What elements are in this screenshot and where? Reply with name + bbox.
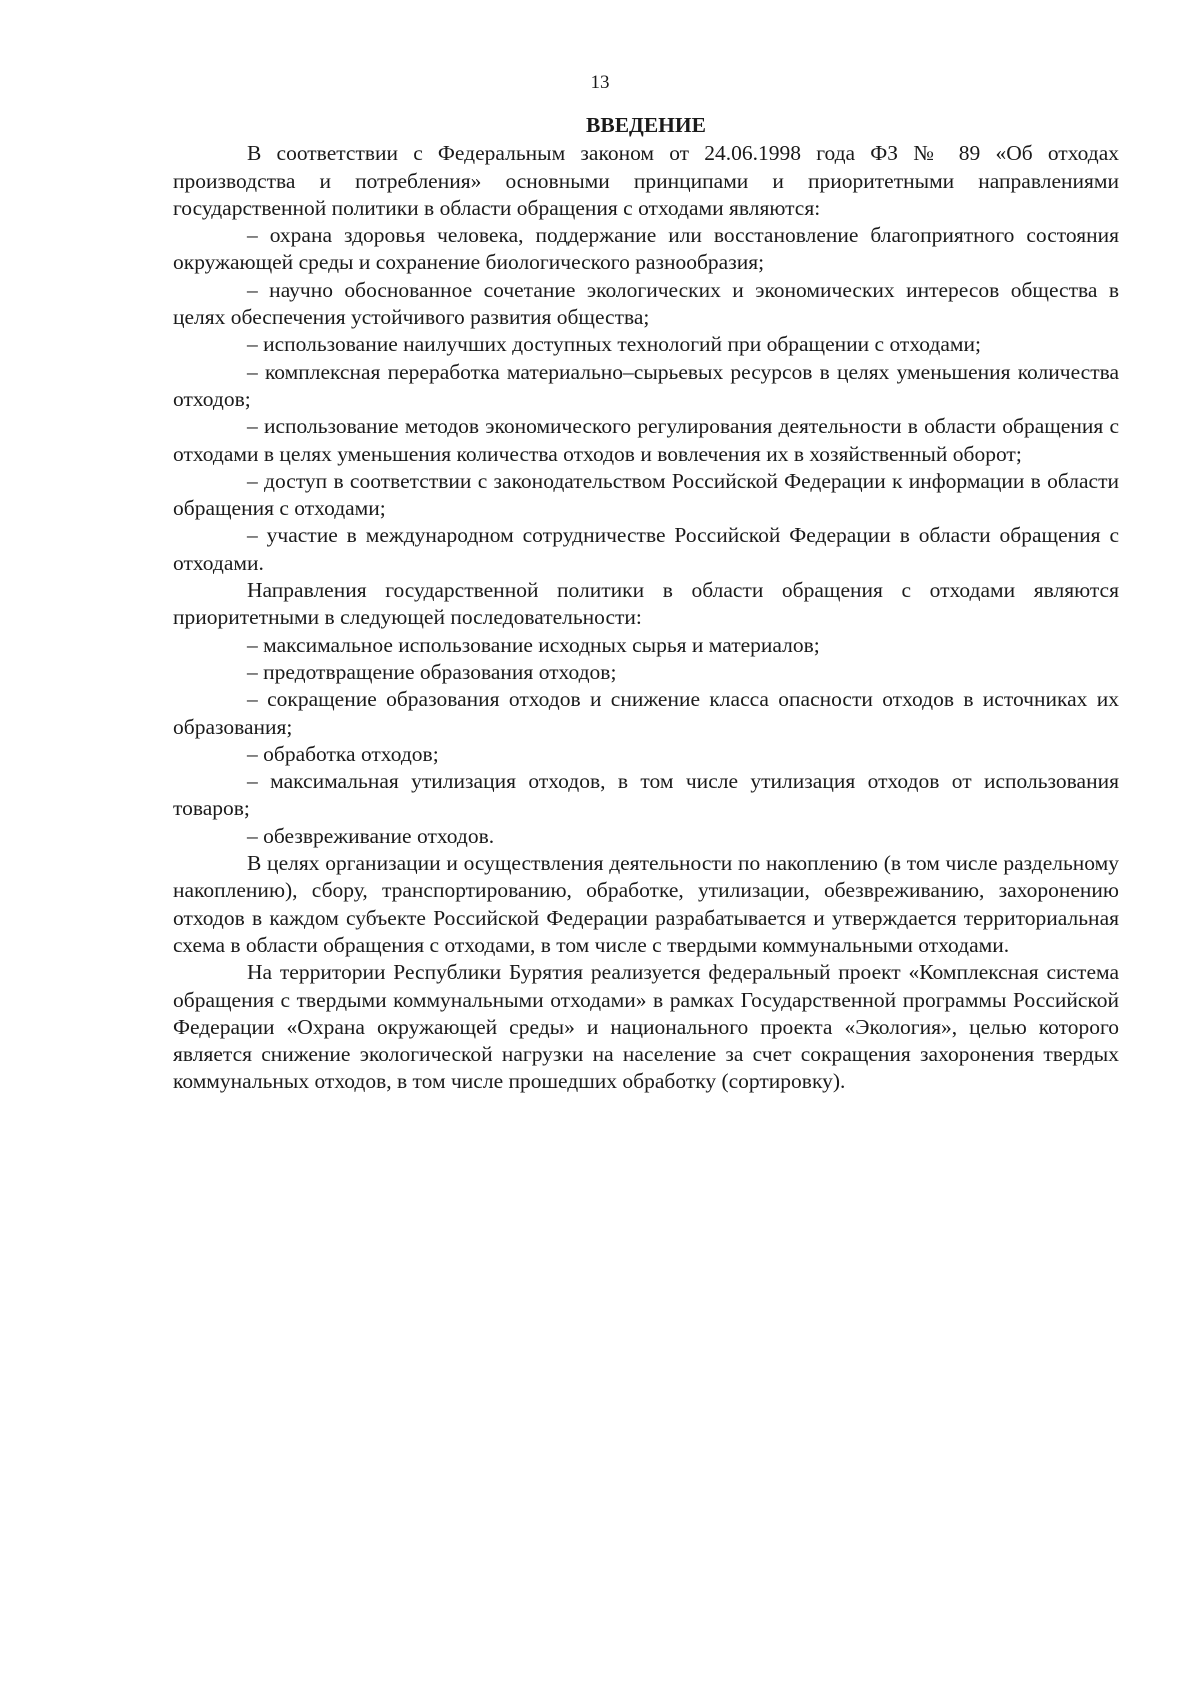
priorities-paragraph: Направления государственной политики в области обращения с отходами являются приоритетными в следующей последовательности: (173, 578, 1119, 630)
document-body (173, 112, 1119, 1096)
territorial-scheme-paragraph: В целях организации и осуществления деятельности по накоплению (в том числе раздельному накоплению), сбору, транспортированию, обработке, утилизации, обезвреживанию, захоронению отходов в каждом субъекте Российской Федерации разрабатывается и утверждается территориальная схема в области обращения с отходами, в том числе с твердыми коммунальными отходами. (173, 851, 1119, 957)
principle-item: – использование методов экономического регулирования деятельности в области обращения с отходами в целях уменьшения количества отходов и вовлечения их в хозяйственный оборот; (173, 414, 1119, 466)
priority-item: – сокращение образования отходов и снижение класса опасности отходов в источниках их образования; (173, 687, 1119, 739)
priority-item: – обезвреживание отходов. (247, 823, 495, 848)
principle-item: – доступ в соответствии с законодательством Российской Федерации к информации в области обращения с отходами; (173, 468, 1119, 521)
principles-list (173, 222, 1119, 577)
priority-item: – обработка отходов; (247, 741, 439, 766)
intro-paragraph: В соответствии с Федеральным законом от 24.06.1998 года ФЗ № 89 «Об отходах производства и потребления» основными принципами и приоритетными направлениями государственной политики в области обращения с отходами являются: (173, 141, 1119, 220)
section-heading: ВВЕДЕНИЕ (586, 113, 706, 137)
priority-item: – предотвращение образования отходов; (247, 659, 617, 684)
priority-item: – максимальное использование исходных сырья и материалов; (247, 632, 820, 657)
principle-item: – научно обоснованное сочетание экологических и экономических интересов общества в целях обеспечения устойчивого развития общества; (173, 277, 1119, 330)
priority-item: – максимальная утилизация отходов, в том числе утилизация отходов от использования товаров; (173, 769, 1119, 821)
principle-item: – комплексная переработка материально–сырьевых ресурсов в целях уменьшения количества отходов; (173, 359, 1119, 411)
principle-item: – участие в международном сотрудничестве Российской Федерации в области обращения с отходами. (173, 523, 1119, 575)
principle-item: – охрана здоровья человека, поддержание или восстановление благоприятного состояния окружающей среды и сохранение биологического разнообразия; (173, 223, 1119, 275)
page-number: 13 (590, 72, 610, 93)
principle-item: – использование наилучших доступных технологий при обращении с отходами; (247, 332, 981, 357)
priorities-list (173, 632, 1119, 850)
federal-project-paragraph: На территории Республики Бурятия реализуется федеральный проект «Комплексная система обращения с твердыми коммунальными отходами» в рамках Государственной программы Российской Федерации «Охрана окружающей среды» и национального проекта «Экология», целью которого является снижение экологической нагрузки на население за счет сокращения захоронения твердых коммунальных отходов, в том числе прошедших обработку (сортировку). (173, 960, 1119, 1094)
